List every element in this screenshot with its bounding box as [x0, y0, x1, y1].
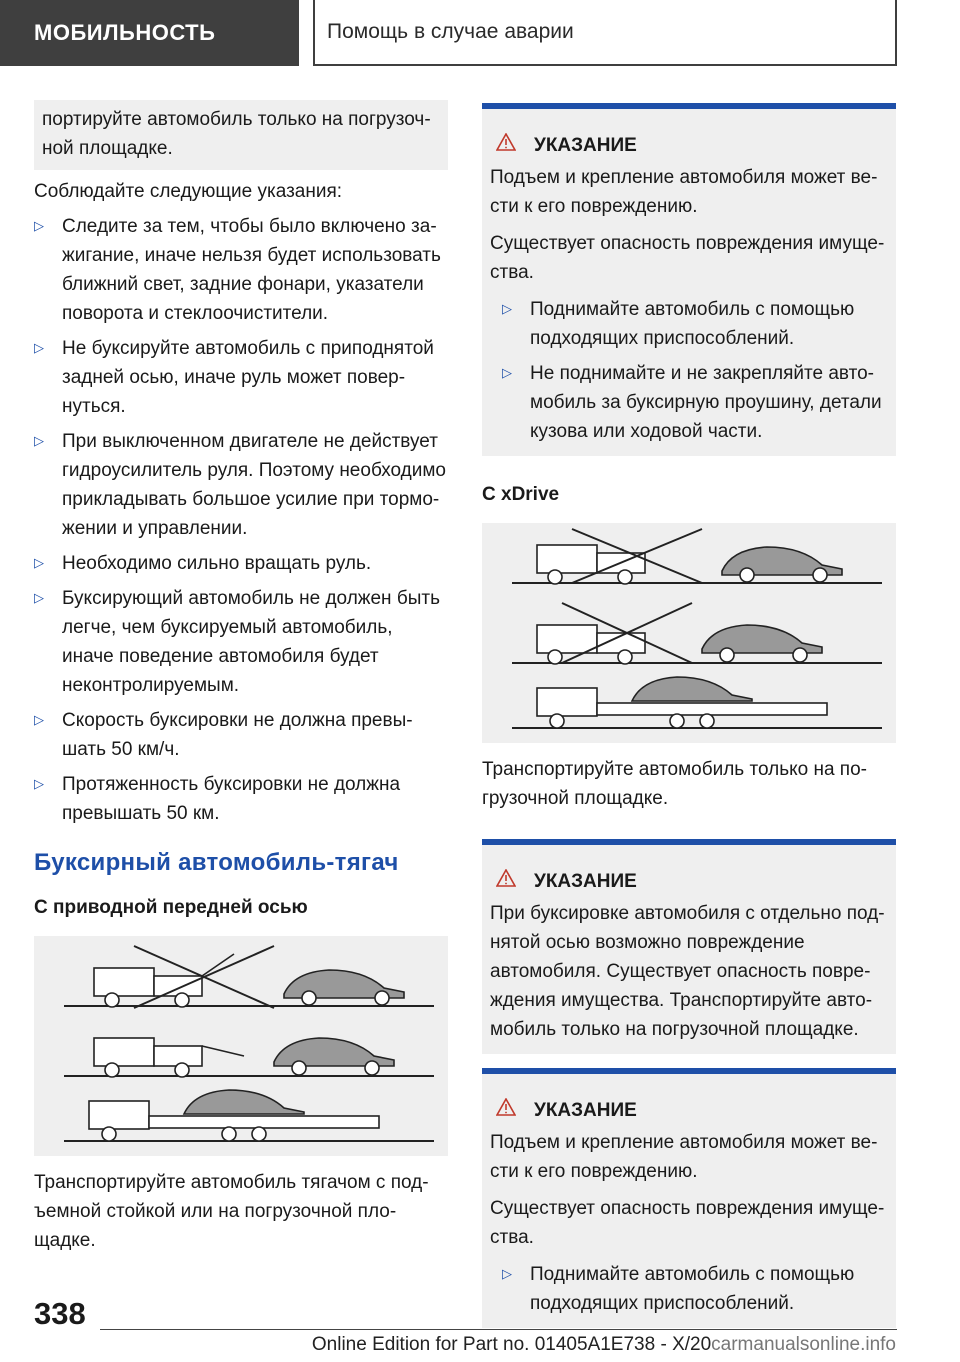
- tow-truck-diagram: [34, 936, 448, 1156]
- warning-box: [482, 1068, 896, 1328]
- instruction-list: [34, 212, 448, 828]
- list-item: ▷ Не буксируйте автомобиль с приподнятой задней осью, иначе руль может повернуться.: [34, 334, 448, 421]
- list-item: ▷ Не поднимайте и не закрепляйте автомобиль за буксирную проушину, детали кузова или ходовой части.: [502, 359, 888, 446]
- right-column: [482, 103, 896, 1328]
- towing-illustration: [34, 936, 448, 1156]
- list-item: ▷ Следите за тем, чтобы было включено зажигание, иначе нельзя будет использовать ближний свет, задние фонари, указатели поворота и стеклоочистители.: [34, 212, 448, 328]
- xdrive-tow-diagram: [482, 523, 896, 743]
- list-item: ▷ Поднимайте автомобиль с помощью подходящих приспособлений.: [502, 295, 888, 353]
- warning-box: [482, 103, 896, 456]
- warning-title: УКАЗАНИЕ: [490, 867, 888, 896]
- warning-triangle-icon: [496, 867, 516, 896]
- warning-text: При буксировке автомобиля с отдельно поднятой осью возможно повреждение автомобиля. Существует опасность повреждения имущества. Транспортируйте автомобиль только на погрузочной площадке.: [490, 903, 885, 1040]
- follow-text: Соблюдайте следующие указания:: [34, 181, 343, 202]
- intro-box: [34, 100, 448, 170]
- subsection-heading: С приводной передней осью: [34, 897, 308, 918]
- warning-triangle-icon: [496, 1096, 516, 1125]
- page-number: 338: [34, 1296, 86, 1331]
- figure-caption: Транспортируйте автомобиль тягачом с подъемной стойкой или на погрузочной площадке.: [34, 1172, 429, 1251]
- warning-box: [482, 839, 896, 1054]
- list-item: ▷ Необходимо сильно вращать руль.: [34, 549, 448, 578]
- list-item: ▷ Поднимайте автомобиль с помощью подходящих приспособлений.: [502, 1260, 888, 1318]
- warning-title: УКАЗАНИЕ: [490, 131, 888, 160]
- warning-text: Существует опасность повреждения имущества.: [490, 1198, 885, 1248]
- xdrive-heading: С xDrive: [482, 484, 560, 505]
- list-item: ▷ Протяженность буксировки не должна превышать 50 км.: [34, 770, 448, 828]
- page-header: [0, 0, 960, 66]
- page-footer: [0, 1296, 960, 1362]
- footer-divider: [100, 1329, 897, 1330]
- section-heading: Буксирный автомобиль-тягач: [34, 849, 399, 876]
- warning-text: Существует опасность повреждения имущества.: [490, 233, 885, 283]
- warning-list: [502, 295, 888, 446]
- watermark: carmanualsonline.info: [711, 1334, 896, 1355]
- left-column: [34, 100, 448, 1255]
- figure-caption: Транспортируйте автомобиль только на погрузочной площадке.: [482, 759, 867, 809]
- chapter-title: Помощь в случае аварии: [313, 0, 897, 66]
- edition-info: Online Edition for Part no. 01405A1E738 - X/20carmanualsonline.info: [311, 1334, 896, 1355]
- list-item: ▷ При выключенном двигателе не действует гидроусилитель руля. Поэтому необходимо прикладывать большое усилие при торможении и управлении.: [34, 427, 448, 543]
- warning-triangle-icon: [496, 131, 516, 160]
- warning-text: Подъем и крепление автомобиля может вести к его повреждению.: [490, 167, 878, 217]
- warning-text: Подъем и крепление автомобиля может вести к его повреждению.: [490, 1132, 878, 1182]
- xdrive-illustration: [482, 523, 896, 743]
- section-tab: МОБИЛЬНОСТЬ: [0, 0, 299, 66]
- intro-text: портируйте автомобиль только на погрузочной площадке.: [42, 109, 431, 159]
- warning-title: УКАЗАНИЕ: [490, 1096, 888, 1125]
- list-item: ▷ Буксирующий автомобиль не должен быть легче, чем буксируемый автомобиль, иначе поведение автомобиля будет неконтролируемым.: [34, 584, 448, 700]
- list-item: ▷ Скорость буксировки не должна превышать 50 км/ч.: [34, 706, 448, 764]
